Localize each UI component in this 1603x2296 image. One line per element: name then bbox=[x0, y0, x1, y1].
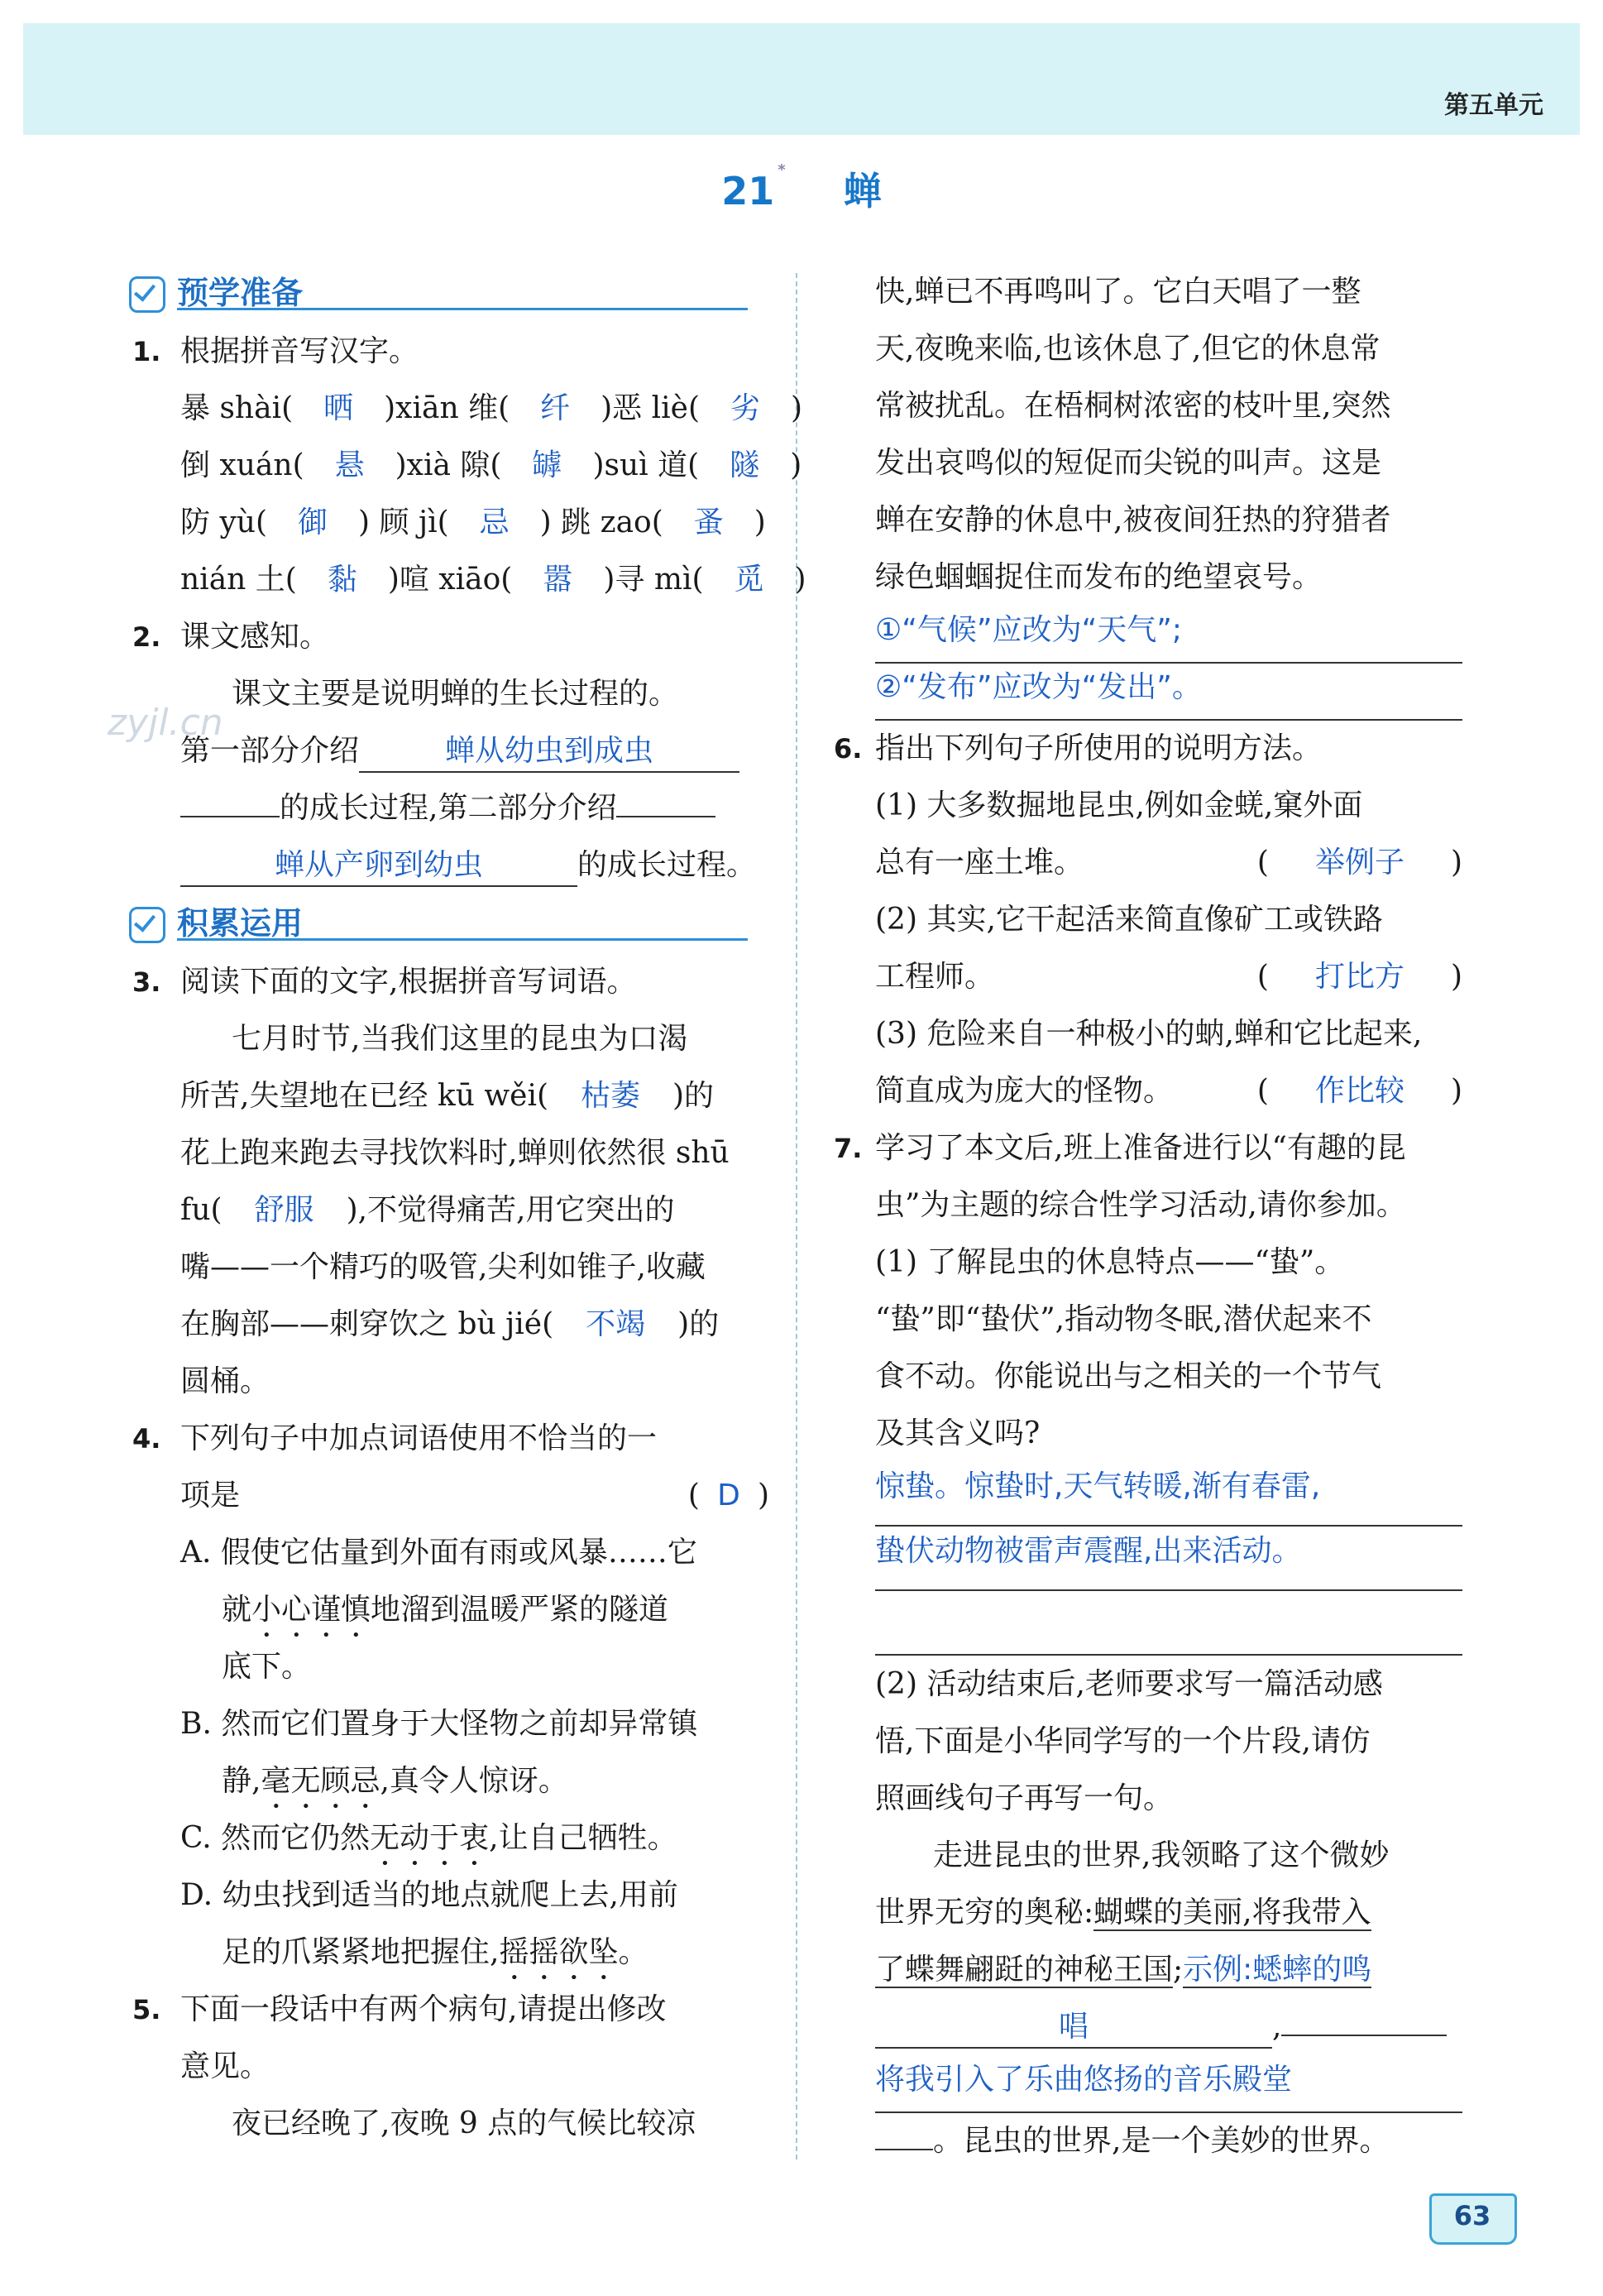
q2-stem: 2. 课文感知。 bbox=[132, 620, 330, 654]
q7-text: 唱 , bbox=[834, 1998, 1462, 2055]
answer: 纤 bbox=[540, 391, 571, 425]
answer: 作比较 bbox=[1314, 1074, 1404, 1108]
right-column bbox=[834, 263, 1462, 2169]
answer: 罅 bbox=[532, 448, 562, 482]
answer: 唱 bbox=[875, 2007, 1272, 2049]
q6-s3: (3) 危险来自一种极小的蚋,蝉和它比起来, bbox=[875, 1017, 1423, 1051]
q4-option-a-3: 底下。 bbox=[222, 1650, 312, 1684]
answer: 悬 bbox=[334, 448, 365, 482]
q2-line-1: 课文主要是说明蝉的生长过程的。 bbox=[232, 677, 679, 711]
q4-option-a-2: 就小心谨慎地溜到温暖严紧的隧道 bbox=[222, 1593, 669, 1627]
q7-answer-2 bbox=[834, 1527, 1462, 1591]
q3-line: 七月时节,当我们这里的昆虫为口渴 bbox=[232, 1022, 688, 1056]
check-icon bbox=[129, 907, 165, 943]
answer: 黏 bbox=[327, 563, 357, 597]
lesson-star: * bbox=[778, 161, 786, 179]
q1-row-2: 倒 xuán( 悬 )xià 隙( 罅 )suì 道( 隧 ) bbox=[132, 437, 769, 494]
section-accum bbox=[129, 894, 769, 953]
section-prep-title: 预学准备 bbox=[177, 275, 304, 311]
answer: 舒服 bbox=[254, 1193, 314, 1227]
q7-stem: 7. 学习了本文后,班上准备进行以“有趣的昆 bbox=[834, 1131, 1406, 1165]
q6-stem: 6. 指出下列句子所使用的说明方法。 bbox=[834, 731, 1323, 765]
q1-stem: 1. 根据拼音写汉字。 bbox=[132, 334, 419, 368]
left-column bbox=[132, 263, 806, 2152]
q3-line: 在胸部——刺穿饮之 bù jié( 不竭 )的 bbox=[132, 1296, 769, 1353]
q3-line: fu( 舒服 ),不觉得痛苦,用它突出的 bbox=[132, 1182, 769, 1239]
q7-stem-2: 虫”为主题的综合性学习活动,请你参加。 bbox=[875, 1188, 1406, 1222]
q7-p2: 照画线句子再写一句。 bbox=[875, 1781, 1174, 1815]
q7-text bbox=[834, 2055, 1462, 2112]
answer: 举例子 bbox=[1314, 846, 1404, 880]
q4-option-b-2: 静,毫无顾忌,真令人惊讶。 bbox=[222, 1764, 568, 1798]
q6-s2b: 工程师。 ( 打比方 ) bbox=[834, 948, 1462, 1005]
q1-row-1: 暴 shài( 晒 )xiān 维( 纤 )恶 liè( 劣 ) bbox=[132, 380, 769, 437]
q7-p1: 食不动。你能说出与之相关的一个节气 bbox=[875, 1359, 1382, 1393]
q5-passage: 绿色蝈蝈捉住而发布的绝望哀号。 bbox=[875, 560, 1323, 594]
answer: 觅 bbox=[734, 563, 764, 597]
q1-row-3: 防 yù( 御 ) 顾 jì( 忌 ) 跳 zao( 蚤 ) bbox=[132, 494, 769, 551]
q6-s2: (2) 其实,它干起活来简直像矿工或铁路 bbox=[875, 903, 1383, 937]
q4-stem: 4. 下列句子中加点词语使用不恰当的一 bbox=[132, 1421, 658, 1455]
q5-passage: 蝉在安静的休息中,被夜间狂热的狩猎者 bbox=[875, 503, 1391, 537]
answer: ①“气候”应改为“天气”; bbox=[875, 606, 1462, 664]
lesson-name: 蝉 bbox=[843, 169, 882, 213]
unit-label: 第五单元 bbox=[1444, 91, 1543, 120]
answer: 打比方 bbox=[1314, 960, 1404, 994]
q5-answer-2 bbox=[834, 663, 1462, 720]
section-prep bbox=[129, 263, 769, 323]
section-accum-title: 积累运用 bbox=[177, 905, 304, 942]
q7-p2: 悟,下面是小华同学写的一个片段,请仿 bbox=[875, 1724, 1371, 1758]
answer: 蛰伏动物被雷声震醒,出来活动。 bbox=[875, 1527, 1462, 1591]
answer: 蝉从幼虫到成虫 bbox=[359, 731, 739, 773]
q7-p1: (1) 了解昆虫的休息特点——“蛰”。 bbox=[875, 1245, 1345, 1279]
section-rule bbox=[177, 308, 748, 310]
q6-s1: (1) 大多数掘地昆虫,例如金蜣,窠外面 bbox=[875, 789, 1363, 822]
q7-p1: “蛰”即“蛰伏”,指动物冬眠,潜伏起来不 bbox=[875, 1302, 1372, 1336]
q7-answer-1 bbox=[834, 1462, 1462, 1527]
answer: ②“发布”应改为“发出”。 bbox=[875, 663, 1462, 721]
underlined-sentence: 了蝶舞翩跹的神秘王国 bbox=[875, 1953, 1174, 1987]
q4-stem-2: 项是 ( D ) bbox=[132, 1467, 769, 1524]
q7-text: 。昆虫的世界,是一个美妙的世界。 bbox=[834, 2112, 1462, 2169]
q5-answer-1 bbox=[834, 606, 1462, 663]
header-banner bbox=[23, 23, 1580, 135]
answer: 御 bbox=[298, 506, 328, 539]
answer: 示例:蟋蟀的鸣 bbox=[1183, 1953, 1372, 1987]
q7-text: 走进昆虫的世界,我领略了这个微妙 bbox=[933, 1838, 1390, 1872]
answer: 忌 bbox=[479, 506, 510, 539]
page-number: 63 bbox=[1453, 2200, 1491, 2231]
q3-line: 花上跑来跑去寻找饮料时,蝉则依然很 shū bbox=[180, 1136, 730, 1170]
q6-s1b: 总有一座土堆。 ( 举例子 ) bbox=[834, 834, 1462, 891]
answer: 蚤 bbox=[693, 506, 724, 539]
underlined-sentence: 蝴蝶的美丽,将我带入 bbox=[1093, 1896, 1371, 1929]
q5-passage: 夜已经晚了,夜晚 9 点的气候比较凉 bbox=[232, 2107, 696, 2140]
q3-line: 所苦,失望地在已经 kū wěi( 枯萎 )的 bbox=[132, 1067, 769, 1124]
q3-stem: 3. 阅读下面的文字,根据拼音写词语。 bbox=[132, 965, 637, 999]
q4-option-a: A. 假使它估量到外面有雨或风暴……它 bbox=[180, 1536, 697, 1570]
page-number-badge bbox=[1429, 2188, 1515, 2246]
q3-line: 圆桶。 bbox=[180, 1364, 270, 1398]
q7-answer-blank bbox=[834, 1591, 1462, 1656]
lesson-number: 21 bbox=[721, 169, 775, 213]
q6-s3b: 简直成为庞大的怪物。 ( 作比较 ) bbox=[834, 1062, 1462, 1119]
q5-stem: 5. 下面一段话中有两个病句,请提出修改 bbox=[132, 1992, 667, 2026]
check-icon bbox=[129, 276, 165, 313]
q5-stem-2: 意见。 bbox=[180, 2049, 270, 2083]
answer: 隧 bbox=[730, 448, 760, 482]
section-rule bbox=[177, 938, 748, 941]
answer: D bbox=[717, 1479, 740, 1512]
answer: 不竭 bbox=[586, 1307, 646, 1341]
answer: 晒 bbox=[323, 391, 354, 425]
answer: 枯萎 bbox=[581, 1079, 641, 1113]
answer: 劣 bbox=[730, 391, 761, 425]
q5-passage: 常被扰乱。在梧桐树浓密的枝叶里,突然 bbox=[875, 389, 1391, 423]
answer: 将我引入了乐曲悠扬的音乐殿堂 bbox=[875, 2055, 1462, 2113]
watermark: zyjl.cn bbox=[108, 702, 223, 744]
answer: 嚣 bbox=[543, 563, 573, 597]
lesson-title bbox=[0, 161, 1603, 216]
q2-line-4: 蝉从产卵到幼虫 的成长过程。 bbox=[132, 836, 769, 894]
q2-line-2: 第一部分介绍 蝉从幼虫到成虫 bbox=[132, 722, 769, 779]
q5-passage: 快,蝉已不再鸣叫了。它白天唱了一整 bbox=[875, 275, 1361, 309]
q2-line-3: 的成长过程,第二部分介绍 bbox=[132, 779, 769, 836]
q7-p2: (2) 活动结束后,老师要求写一篇活动感 bbox=[875, 1667, 1383, 1701]
q4-option-c: C. 然而它仍然无动于衷,让自己牺牲。 bbox=[180, 1821, 677, 1855]
q4-option-d-2: 足的爪紧紧地把握住,摇摇欲坠。 bbox=[222, 1935, 648, 1969]
q5-passage: 天,夜晚来临,也该休息了,但它的休息常 bbox=[875, 332, 1380, 366]
q4-option-d: D. 幼虫找到适当的地点就爬上去,用前 bbox=[180, 1878, 678, 1912]
answer: 惊蛰。惊蛰时,天气转暖,渐有春雷, bbox=[875, 1462, 1462, 1527]
q7-text: 世界无穷的奥秘:蝴蝶的美丽,将我带入 bbox=[875, 1896, 1371, 1929]
q7-p1: 及其含义吗? bbox=[875, 1416, 1041, 1450]
q1-row-4: nián 土( 黏 )喧 xiāo( 嚣 )寻 mì( 觅 ) bbox=[132, 551, 769, 608]
q5-passage: 发出哀鸣似的短促而尖锐的叫声。这是 bbox=[875, 446, 1382, 480]
q4-option-b: B. 然而它们置身于大怪物之前却异常镇 bbox=[180, 1707, 698, 1741]
answer: 蝉从产卵到幼虫 bbox=[180, 846, 577, 887]
q7-text: 了蝶舞翩跹的神秘王国;示例:蟋蟀的鸣 bbox=[875, 1953, 1372, 1987]
q3-line: 嘴——一个精巧的吸管,尖利如锥子,收藏 bbox=[180, 1250, 706, 1284]
